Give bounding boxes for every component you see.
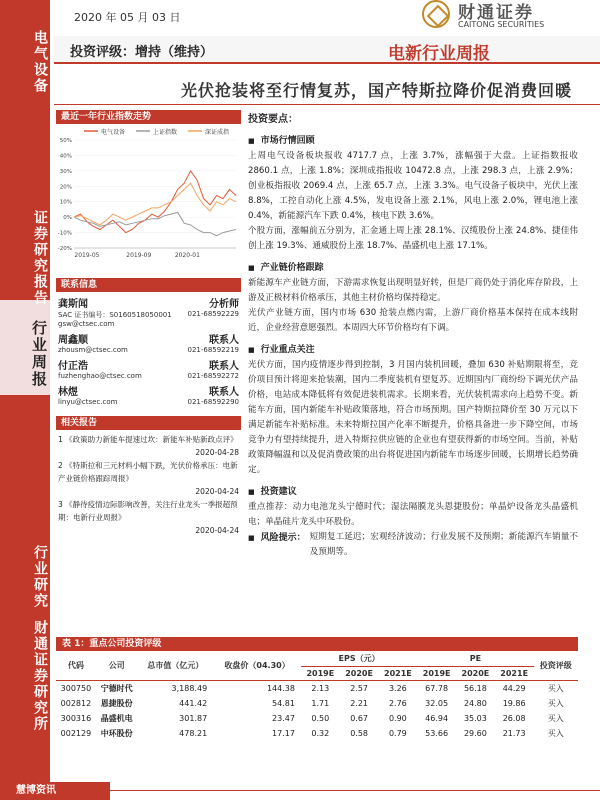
cell-close: 54.81 bbox=[272, 699, 295, 708]
section-heading-advice: ■ 投资建议 bbox=[248, 484, 578, 497]
table-row bbox=[56, 681, 578, 697]
related-report-date: 2020-04-28 bbox=[195, 448, 239, 457]
contacts-list bbox=[56, 295, 241, 406]
table-row bbox=[56, 696, 578, 711]
contact-item bbox=[56, 357, 241, 380]
y-tick-label: 20% bbox=[59, 184, 72, 191]
paragraph: 重点推荐：动力电池龙头宁德时代；湿法隔膜龙头恩捷股份；单晶炉设备龙头晶盛机电；单晶硅片龙头中环股份。 bbox=[248, 502, 578, 527]
cell-eps: 0.79 bbox=[388, 729, 407, 738]
contact-sac-id: SAC 证书编号：S0160518050001 bbox=[58, 311, 172, 319]
key-points-column bbox=[248, 110, 578, 560]
ratings-table bbox=[56, 651, 578, 741]
cell-pe: 19.86 bbox=[502, 699, 526, 708]
table-row bbox=[56, 726, 578, 741]
contact-item bbox=[56, 331, 241, 354]
paragraph: 光伏方面，国内疫情逐步得到控制，3 月国内装机回暖，叠加 630 补贴期限将至，竞价项目预计将迎来抢装潮，国内二季度装机有望复苏。近期国内厂商纷纷下调光伏产品价格，电站成本降低将有效促进装机需求。长期来看，光伏装机需求向上趋势不变。新能车方面，国内新能车补贴政策落地，符合市场预期。国产特斯拉降价至 30 万元以下满足新能车补贴标准。未来特斯拉国产化率不断提升，价格具备进一步下降空间，市场竞争力有望持续提升，进入特斯拉供应链的企业也有望获得新的市场空间。当前，补贴政策降幅温和以及促消费政策的出台将促进国内新能车市场逐步回暖，长期增长趋势确定。 bbox=[248, 360, 578, 475]
cell-rating: 买入 bbox=[547, 684, 564, 693]
y-tick-label: 50% bbox=[59, 138, 72, 144]
cell-code: 002812 bbox=[60, 699, 92, 708]
section-heading-risk: ■ 风险提示： bbox=[248, 530, 306, 560]
cell-close: 23.47 bbox=[272, 714, 295, 723]
cell-eps: 2.57 bbox=[350, 684, 368, 693]
paragraph: 上周电气设备板块报收 4717.7 点，上涨 3.7%，涨幅强于大盘。上证指数报收 2860.1 点，上涨 1.8%；深圳成指报收 10472.8 点，上涨 298.3 点，上涨 2.9%；创业板指报收 2069.4 点，上涨 65.7 点，上涨 3.3%。电气设备子板块中，光伏上涨 8.8%，工控自动化上涨 4.5%，发电设备上涨 2.1%，风电上涨 2.0%，锂电池上涨 0.4%，新能源汽车下跌 0.4%，核电下跌 3.6%。 bbox=[248, 151, 578, 221]
company-logo bbox=[420, 0, 600, 36]
related-report-date: 2020-04-24 bbox=[195, 526, 239, 535]
contact-email[interactable]: gsw@ctsec.com bbox=[58, 320, 115, 328]
contact-email[interactable]: zhousm@ctsec.com bbox=[58, 346, 128, 354]
cell-close: 17.17 bbox=[272, 729, 295, 738]
y-tick-label: -10% bbox=[57, 230, 72, 237]
paragraph: 个股方面，涨幅前五分别为，汇金通上周上涨 28.1%、汉缆股份上涨 24.8%、捷佳伟创上涨 19.3%、通威股份上涨 18.7%、晶盛机电上涨 17.1%。 bbox=[248, 226, 578, 251]
cell-code: 300316 bbox=[60, 714, 92, 723]
contact-name: 龚斯闻 bbox=[58, 299, 88, 310]
related-report-text: 2 《特斯拉和三元材料小幅下跌，光伏价格承压：电新产业链价格跟踪周报》 bbox=[58, 461, 238, 483]
cell-eps: 0.32 bbox=[311, 729, 330, 738]
table-caption: 表 1：重点公司投资评级 bbox=[56, 637, 578, 651]
side-report-label: 证券研究报告 bbox=[32, 210, 48, 306]
col-code: 代码 bbox=[56, 651, 96, 681]
cell-pe: 67.78 bbox=[425, 684, 449, 693]
cell-pe: 26.08 bbox=[502, 714, 526, 723]
cell-eps: 2.13 bbox=[311, 684, 330, 693]
contact-name: 林煜 bbox=[58, 387, 78, 398]
x-tick-label: 2020-01 bbox=[174, 252, 200, 259]
contact-name: 周鑫顺 bbox=[58, 335, 88, 346]
contact-role: 分析师 bbox=[209, 299, 239, 310]
cell-pe: 46.94 bbox=[425, 714, 449, 723]
cell-company: 中环股份 bbox=[100, 729, 133, 738]
year-header: 2019E bbox=[301, 667, 340, 681]
left-column bbox=[56, 110, 241, 537]
cell-eps: 1.71 bbox=[311, 699, 330, 708]
logo-mark-icon bbox=[422, 0, 450, 28]
contact-name: 付正浩 bbox=[58, 361, 88, 372]
cell-eps: 3.26 bbox=[388, 684, 407, 693]
report-date: 2020 年 05 月 03 日 bbox=[74, 11, 181, 24]
footer-brand: 慧博资讯 bbox=[0, 782, 110, 800]
contact-email[interactable]: fuzhenghao@ctsec.com bbox=[58, 372, 142, 380]
y-tick-label: 40% bbox=[59, 153, 72, 160]
contact-phone: 021-68592219 bbox=[187, 346, 239, 354]
col-eps: EPS（元） bbox=[301, 651, 417, 667]
col-company: 公司 bbox=[96, 651, 138, 681]
legend-label: 上证指数 bbox=[153, 129, 178, 136]
ratings-table-section bbox=[56, 637, 578, 741]
cell-eps: 0.50 bbox=[311, 714, 330, 723]
contact-item bbox=[56, 295, 241, 328]
cell-mcap: 3,188.49 bbox=[171, 684, 208, 693]
side-research-label: 行业研究 bbox=[32, 545, 48, 609]
contact-role: 联系人 bbox=[209, 361, 239, 372]
y-tick-label: 0% bbox=[63, 215, 72, 222]
x-tick-label: 2019-09 bbox=[126, 252, 152, 259]
side-band bbox=[0, 0, 50, 800]
cell-code: 002129 bbox=[60, 729, 92, 738]
cell-eps: 2.21 bbox=[350, 699, 368, 708]
title-divider bbox=[54, 104, 600, 105]
related-report-item[interactable] bbox=[56, 498, 241, 537]
cell-company: 宁德时代 bbox=[100, 684, 133, 693]
y-tick-label: -20% bbox=[57, 246, 72, 252]
year-header: 2020E bbox=[456, 667, 495, 681]
col-close: 收盘价（04.30） bbox=[213, 651, 301, 681]
contact-phone: 021-68592229 bbox=[187, 310, 239, 318]
footer-divider bbox=[110, 790, 600, 791]
section-heading-focus: ■ 行业重点关注 bbox=[248, 342, 578, 355]
cell-close: 144.38 bbox=[266, 684, 295, 693]
cell-rating: 买入 bbox=[547, 729, 564, 738]
contact-role: 联系人 bbox=[209, 387, 239, 398]
side-industry-label: 电气设备 bbox=[32, 30, 48, 94]
contact-phone: 021-68592290 bbox=[187, 398, 239, 406]
report-type: 电新行业周报 bbox=[388, 44, 490, 64]
cell-mcap: 441.42 bbox=[179, 699, 208, 708]
table-row bbox=[56, 711, 578, 726]
contact-email[interactable]: linyu@ctsec.com bbox=[58, 398, 118, 406]
paragraph: 短期复工延迟；宏观经济波动；行业发展不及预期；新能源汽车销量不及预期等。 bbox=[309, 532, 578, 557]
cell-company: 晶盛机电 bbox=[100, 714, 133, 723]
col-pe: PE bbox=[417, 651, 533, 667]
cell-pe: 44.29 bbox=[502, 684, 526, 693]
year-header: 2020E bbox=[340, 667, 379, 681]
cell-pe: 29.60 bbox=[463, 729, 487, 738]
cell-rating: 买入 bbox=[547, 699, 564, 708]
year-header: 2021E bbox=[495, 667, 534, 681]
year-header: 2021E bbox=[378, 667, 417, 681]
cell-mcap: 478.21 bbox=[179, 729, 208, 738]
cell-pe: 56.18 bbox=[463, 684, 487, 693]
page-title: 光伏抢装将至行情复苏，国产特斯拉降价促消费回暖 bbox=[180, 81, 572, 100]
contacts-section-title: 联系信息 bbox=[56, 278, 241, 292]
investment-rating: 投资评级：增持（维持） bbox=[70, 45, 214, 60]
cell-pe: 24.80 bbox=[463, 699, 487, 708]
key-points-title: 投资要点： bbox=[248, 114, 298, 125]
paragraph: 新能源车产业链方面，下游需求恢复出现明显好转，但是厂商仍处于消化库存阶段，上游及正极材料价格承压，其他主材价格均保持稳定。 bbox=[248, 278, 578, 303]
related-report-item[interactable] bbox=[56, 459, 241, 498]
contact-phone: 021-68592272 bbox=[187, 372, 239, 380]
related-reports-title: 相关报告 bbox=[56, 416, 241, 430]
cell-pe: 32.05 bbox=[425, 699, 449, 708]
paragraph: 光伏产业链方面，国内市场 630 抢装点燃内需，上游厂商价格基本保持在成本线附近，企业经营意愿强烈。本周四大环节价格均有下调。 bbox=[248, 308, 578, 333]
index-trend-chart bbox=[56, 124, 241, 274]
legend-label: 深证成指 bbox=[205, 129, 230, 136]
cell-mcap: 301.87 bbox=[179, 714, 208, 723]
related-report-text: 3 《静待疫情边际影响改善，关注行业龙头一季报超预期：电新行业周报》 bbox=[58, 500, 238, 522]
rating-bar bbox=[54, 36, 600, 64]
legend-label: 电气设备 bbox=[101, 129, 126, 136]
cell-pe: 21.73 bbox=[502, 729, 526, 738]
section-heading-market: ■ 市场行情回顾 bbox=[248, 133, 578, 146]
section-heading-price: ■ 产业链价格跟踪 bbox=[248, 260, 578, 273]
y-tick-label: 10% bbox=[59, 199, 72, 206]
contact-item bbox=[56, 383, 241, 406]
cell-pe: 35.03 bbox=[463, 714, 487, 723]
cell-eps: 0.90 bbox=[388, 714, 407, 723]
cell-code: 300750 bbox=[60, 684, 92, 693]
y-tick-label: 30% bbox=[59, 168, 72, 175]
cell-eps: 0.58 bbox=[350, 729, 368, 738]
side-weekly-label: 行业周报 bbox=[30, 320, 48, 388]
chart-svg bbox=[56, 124, 241, 274]
year-header: 2019E bbox=[417, 667, 456, 681]
logo-name-cn: 财通证券 bbox=[458, 3, 534, 23]
cell-company: 恩捷股份 bbox=[100, 699, 133, 708]
related-report-item[interactable] bbox=[56, 433, 241, 459]
col-mcap: 总市值（亿元） bbox=[138, 651, 214, 681]
cell-pe: 53.66 bbox=[425, 729, 449, 738]
cell-eps: 2.76 bbox=[388, 699, 407, 708]
table-header-row bbox=[56, 651, 578, 667]
logo-name-en: CAITONG SECURITIES bbox=[458, 20, 545, 29]
related-report-date: 2020-04-24 bbox=[195, 487, 239, 496]
col-rating: 投资评级 bbox=[534, 651, 578, 681]
related-report-text: 1 《政策助力新能车提速过坎：新能车补贴新政点评》 bbox=[58, 435, 238, 444]
related-reports-list bbox=[56, 433, 241, 537]
chart-section-title: 最近一年行业指数走势 bbox=[56, 110, 241, 124]
x-tick-label: 2019-05 bbox=[74, 252, 100, 259]
contact-role: 联系人 bbox=[209, 335, 239, 346]
side-institute-label: 财通证券研究所 bbox=[32, 620, 48, 732]
cell-rating: 买入 bbox=[547, 714, 564, 723]
cell-eps: 0.67 bbox=[350, 714, 368, 723]
